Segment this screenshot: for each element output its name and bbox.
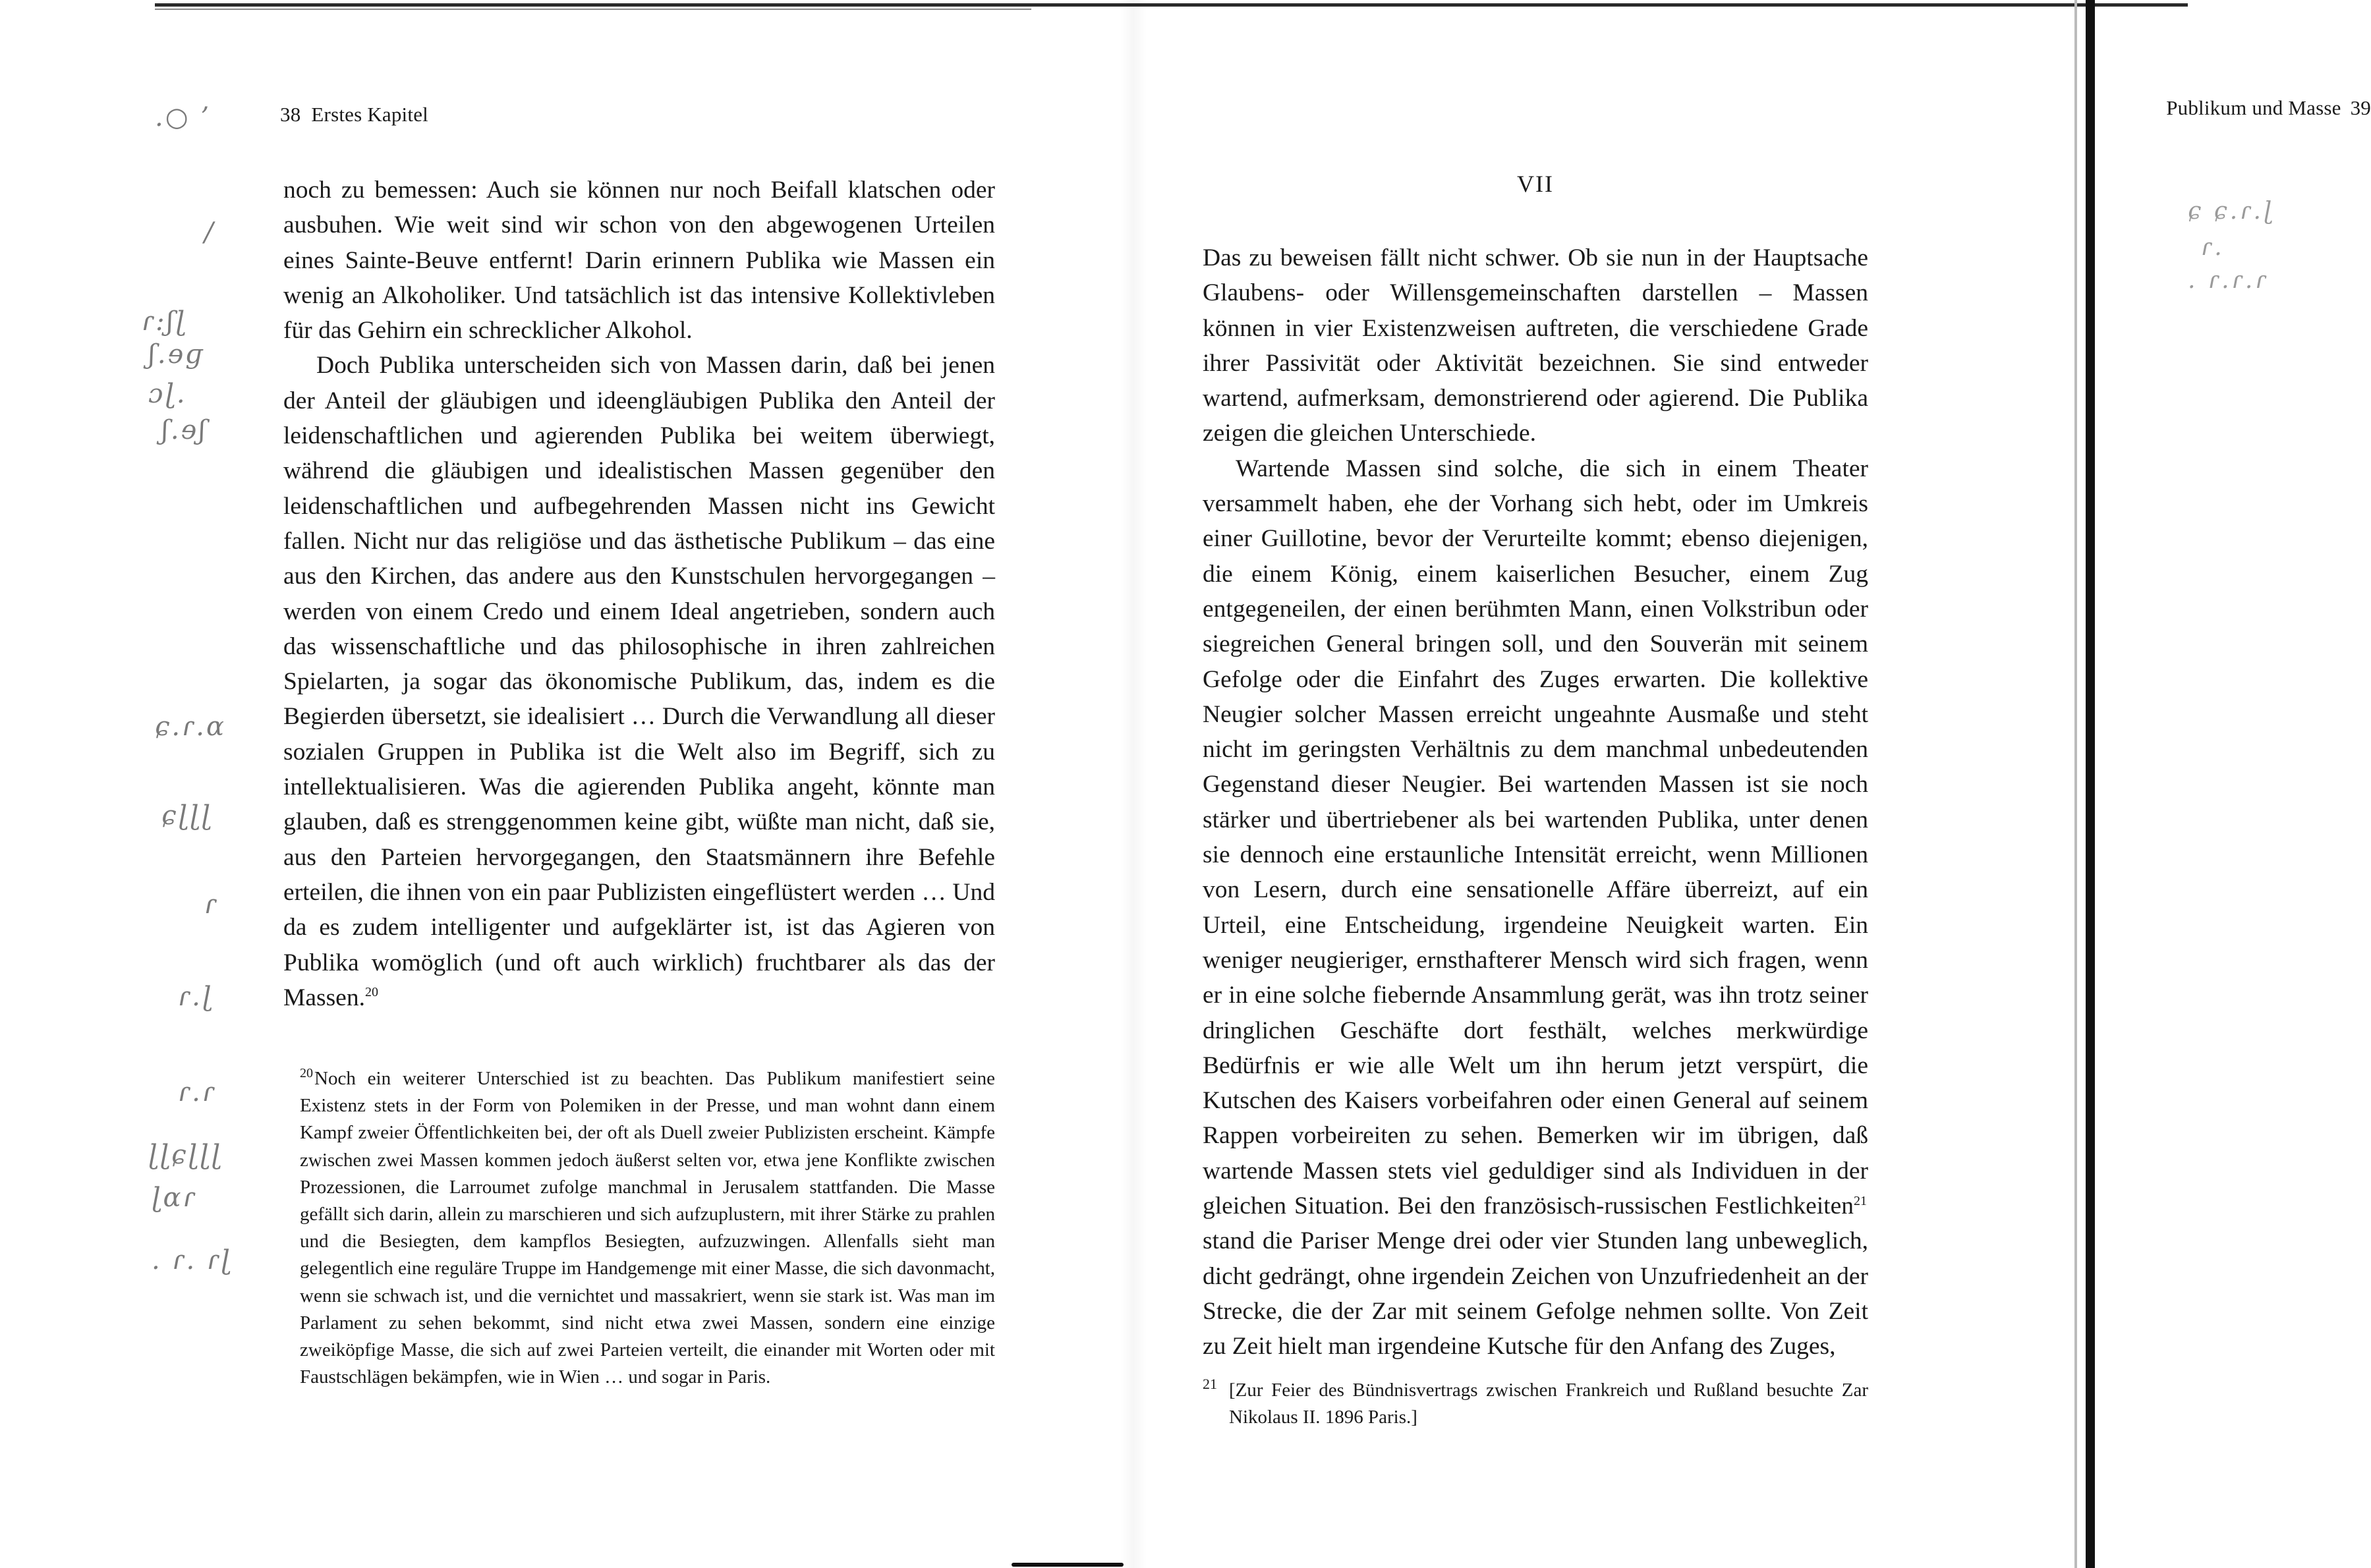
handwritten-mark: ɕ.ɾ.ɑ bbox=[155, 712, 226, 742]
handwritten-mark: . ɾ.ɾ.ɾ bbox=[2188, 267, 2269, 294]
footnote-reference: 20 bbox=[364, 985, 378, 1000]
body-paragraph-text: stand die Pariser Menge drei oder vier Stunden lang unbeweglich, dicht gedrängt, ohne irgendein Zeichen von Unzufriedenheit an der Strecke, die der Zar mit seinem Gefolge nehmen sollte. Von Zeit zu Zeit hielt man irgendeine Kutsche für den Anfang des Zuges, bbox=[1203, 1227, 1868, 1360]
handwritten-mark: ɾ. bbox=[2201, 234, 2225, 261]
body-paragraph bbox=[1203, 451, 1868, 1364]
handwritten-mark: ɭɭɕɭɭɭ bbox=[148, 1140, 223, 1170]
handwritten-mark: . ɾ. ɾɭ bbox=[152, 1245, 233, 1275]
handwritten-mark: .○ ’ bbox=[155, 102, 212, 132]
left-running-head bbox=[280, 103, 428, 126]
handwritten-mark: ɔɭ. bbox=[148, 379, 187, 409]
body-paragraph: Das zu beweisen fällt nicht schwer. Ob sie nun in der Hauptsache Glaubens- oder Willensgemeinschaften darstellen – Massen können in vier Existenzweisen auftreten, die verschiedene Grade ihrer Passivität oder Aktivität bezeichnen. Sie sind entweder wartend, aufmerksam, demonstrierend oder agierend. Die Publika zeigen die gleichen Unterschiede. bbox=[1203, 244, 1868, 447]
body-paragraph: noch zu bemessen: Auch sie können nur noch Beifall klatschen oder ausbuhen. Wie weit sind wir schon von den abgewogenen Urteilen eines Sainte-Beuve entfernt! Darin erinnern Publika wie Massen ein wenig an Alkoholiker. Und tatsächlich ist das intensive Kollektivleben für das Gehirn ein schrecklicher Alkohol. bbox=[283, 177, 995, 345]
left-page bbox=[0, 0, 1120, 1568]
body-paragraph-text: Doch Publika unterscheiden sich von Massen darin, daß bei jenen der Anteil der gläubigen und ideengläubigen Publika den Anteil der leidenschaftlichen und agierenden Publika bei weitem überwiegt, während die gläubigen und idealistischen Massen gegenüber den leidenschaftlichen und aufbegehrenden Massen nicht ins Gewicht fallen. Nicht nur das religiöse und das ästhetische Publikum – das eine aus den Kirchen, das andere aus den Kunstschulen hervorgegangen – werden von einem Credo und einem Ideal angetrieben, sondern auch das wissenschaftliche und das philosophische in ihren zahlreichen Spielarten, ja sogar das ökonomische Publikum, das, indem es die Begierden übersetzt, sie idealisiert … Durch die Verwandlung all dieser sozialen Gruppen in Publika ist die Welt also im Begriff, sich zu intellektualisieren. Was die agierenden Publika angeht, könnte man glauben, daß es strenggenommen keine gibt, wüßte man nicht, daß sie, aus den Parteien hervorgegangen, den Staatsmännern ihre Befehle erteilen, die ihnen von ein paar Publizisten eingeflüstert werden … Und da es zudem intelligenter und aufgeklärter ist, ist das Agieren von Publika womöglich (und oft auch wirklich) fruchtbarer als das der Massen. bbox=[283, 352, 995, 1011]
left-body-text bbox=[283, 173, 995, 1015]
section-number: VII bbox=[1517, 171, 1554, 197]
handwritten-mark: / bbox=[204, 217, 215, 248]
right-running-head bbox=[1696, 96, 2371, 120]
right-page-number: 39 bbox=[2350, 96, 2371, 119]
left-footnotes bbox=[300, 1065, 995, 1391]
right-body-text bbox=[1203, 240, 1868, 1364]
handwritten-mark: ɭɑɾ bbox=[152, 1183, 197, 1213]
footnote-number: 21 bbox=[1203, 1376, 1217, 1393]
handwritten-mark: ʃ.ɘʃ bbox=[161, 415, 208, 445]
footnote bbox=[300, 1065, 995, 1391]
footnote-reference: 21 bbox=[1854, 1193, 1867, 1208]
footnote-number: 20 bbox=[300, 1066, 313, 1081]
right-footnotes bbox=[1203, 1377, 1868, 1431]
left-running-head-title: Erstes Kapitel bbox=[311, 103, 428, 126]
right-running-head-title: Publikum und Masse bbox=[2166, 96, 2341, 119]
handwritten-mark: ɾ.ɭ bbox=[178, 982, 214, 1012]
handwritten-mark: ɾ:ʃɭ bbox=[142, 306, 187, 337]
left-margin-handwriting bbox=[142, 86, 280, 1403]
handwritten-mark: ɕɭɭɭ bbox=[161, 800, 213, 831]
footnote-text: [Zur Feier des Bündnisvertrags zwischen Frankreich und Rußland besuchte Zar Nikolaus II. 1896 Paris.] bbox=[1229, 1380, 1868, 1428]
handwritten-mark: ɾ bbox=[204, 889, 219, 920]
handwritten-mark: ɕ ɕ.ɾ.ɭ bbox=[2188, 198, 2275, 225]
body-paragraph-text: Wartende Massen sind solche, die sich in einem Theater versammelt haben, ehe der Vorhang sich hebt, oder im Umkreis einer Guillotine, bevor der Verurteilte kommt; ebenso diejenigen, die einem König, einem kaiserlichen Besucher, einem Zug entgegeneilen, der einen berühmten Mann, einen Volkstribun oder siegreichen General bringen soll, und den Souverän mit seinem Gefolge oder die Einfahrt des Zuges erwarten. Die kollektive Neugier solcher Massen erreicht ungeahnte Ausmaße und steht nicht im geringsten Verhältnis zu dem manchmal unbedeutenden Gegenstand dieser Neugier. Bei wartenden Massen ist sie noch stärker und übertriebener als bei wartenden Publika, unter denen sie dennoch eine erstaunliche Intensität erreicht, wenn Millionen von Lesern, durch eine sensationelle Affäre überreizt, auf ein Urteil, eine Entscheidung, irgendeine Neuigkeit warten. Ein weniger neugieriger, ernsthafterer Mensch wird sich fragen, wenn er in eine solche fiebernde Ansammlung gerät, was ihn trotz seiner dringlichen Geschäfte dort festhält, welches merkwürdige Bedürfnis er wie alle Welt um ihn herum jetzt verspürt, die Kutschen des Kaisers vorbeifahren oder einen General auf seinem Rappen vorbeireiten zu sehen. Bemerken wir im übrigen, daß wartende Massen stets viel geduldiger sind als Individuen in der gleichen Situation. Bei den französisch-russischen Festlichkeiten bbox=[1203, 455, 1868, 1220]
footnote-text: Noch ein weiterer Unterschied ist zu beachten. Das Publikum manifestiert seine Existenz stets in der Form von Polemiken in der Presse, und man wohnt dann einem Kampf zweier Öffentlichkeiten bei, der oft als Duell zweier Publizisten erscheint. Kämpfe zwischen zwei Massen kommen jedoch äußerst selten vor, etwa jene Konflikte zwischen Prozessionen, die Larroumet zufolge manchmal in Jerusalem stattfanden. Die Masse gefällt sich darin, allein zu marschieren und sich aufzuplustern, mit ihrer Stärke zu prahlen und die Besiegten, dem kampflos Besiegten, aufzuzwingen. Allenfalls sieht man gelegentlich eine reguläre Truppe im Handgemenge mit einer Masse, die sich davonmacht, wenn sie schwach ist, und die vernichtet und massakriert, wenn sie stark ist. Was man im Parlament zu sehen bekommt, sind nicht etwa zwei Massen, sondern eine einzige zweiköpfige Masse, die sich auf zwei Parteien verteilt, die einander mit Worten oder mit Faustschlägen bekämpfen, wie in Wien … und sogar in Paris. bbox=[300, 1068, 995, 1388]
handwritten-mark: ʃ.ɘɡ bbox=[148, 339, 204, 370]
left-page-number: 38 bbox=[280, 103, 301, 126]
body-paragraph bbox=[283, 348, 995, 1015]
right-margin-handwriting bbox=[2188, 198, 2275, 329]
handwritten-mark: ɾ.ɾ bbox=[178, 1077, 216, 1107]
footnote bbox=[1203, 1377, 1868, 1431]
right-page bbox=[1120, 0, 2371, 1568]
